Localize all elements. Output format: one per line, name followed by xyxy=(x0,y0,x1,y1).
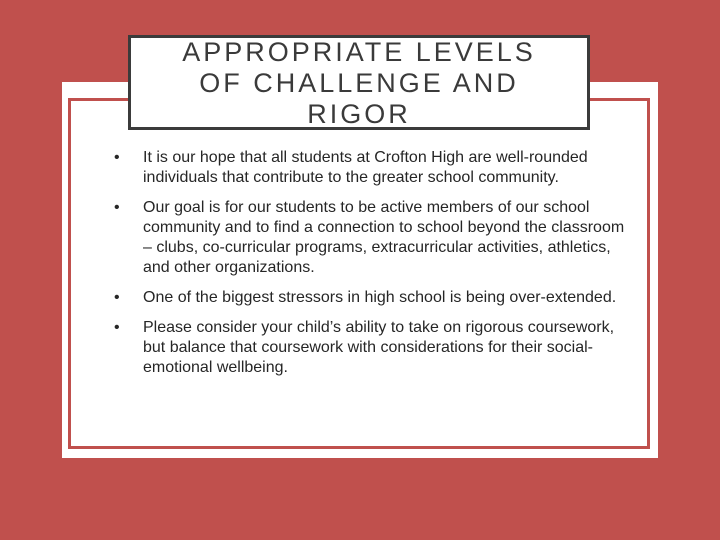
bullet-item xyxy=(110,198,630,278)
bullet-item xyxy=(110,288,630,308)
bullet-dot: • xyxy=(114,199,120,216)
title-box xyxy=(128,35,590,130)
bullet-text: It is our hope that all students at Crofton High are well-rounded individuals that contribute to the greater school community. xyxy=(143,149,588,186)
bullet-text: Please consider your child’s ability to take on rigorous coursework, but balance that coursework with considerations for their social-emotional wellbeing. xyxy=(143,319,615,376)
bullet-text: Our goal is for our students to be active members of our school community and to find a connection to school beyond the classroom – clubs, co-curricular programs, extracurricular activities, athletics, and other organizations. xyxy=(143,199,625,276)
bullet-dot: • xyxy=(114,289,120,306)
bullet-item xyxy=(110,318,630,378)
bullet-dot: • xyxy=(114,319,120,336)
bullet-item xyxy=(110,148,630,188)
slide-title: APPROPRIATE LEVELS OF CHALLENGE AND RIGOR xyxy=(182,37,536,129)
bullet-dot: • xyxy=(114,149,120,166)
bullet-text: One of the biggest stressors in high school is being over-extended. xyxy=(143,289,617,306)
bullet-list xyxy=(110,148,630,388)
